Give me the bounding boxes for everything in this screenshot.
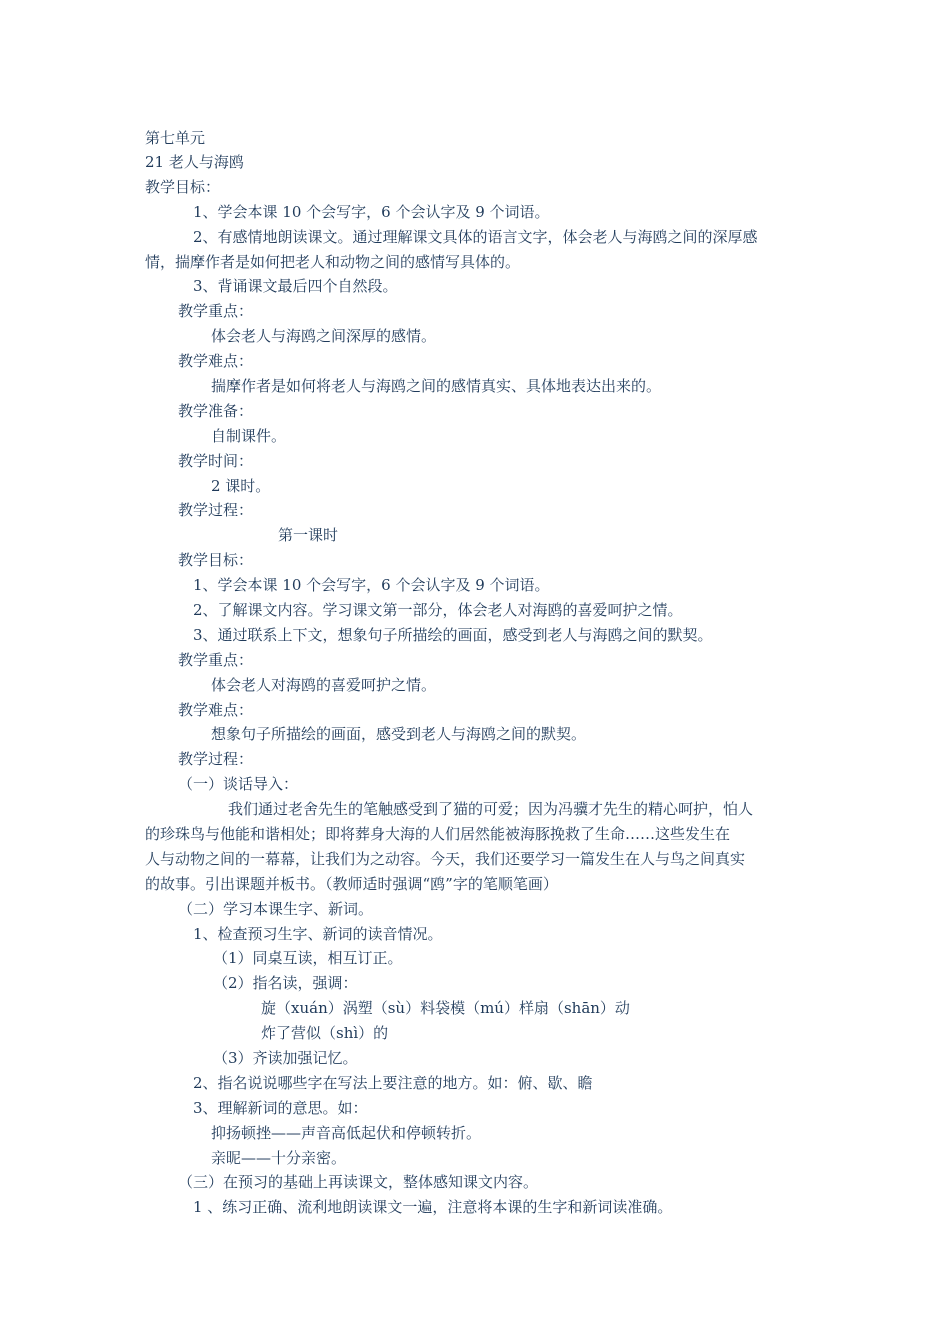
period-title: 第一课时 xyxy=(278,526,339,544)
pinyin-line-1: 旋（xuán）涡塑（sù）料袋模（mú）样扇（shān）动 xyxy=(261,999,630,1017)
intro-line-3: 人与动物之间的一幕幕，让我们为之动容。今天，我们还要学习一篇发生在人与鸟之间真实 xyxy=(145,850,746,868)
s2-item-3: 3、理解新词的意思。如： xyxy=(193,1099,368,1117)
difficulty-text: 揣摩作者是如何将老人与海鸥之间的感情真实、具体地表达出来的。 xyxy=(211,377,662,395)
goal-3: 3、背诵课文最后四个自然段。 xyxy=(193,277,398,295)
s2-sub-2: （2）指名读，强调： xyxy=(213,974,358,992)
p1-difficulty-text: 想象句子所描绘的画面，感受到老人与海鸥之间的默契。 xyxy=(211,725,587,743)
key-label: 教学重点： xyxy=(178,302,254,320)
intro-line-1: 我们通过老舍先生的笔触感受到了猫的可爱；因为冯骥才先生的精心呵护，怕人 xyxy=(228,800,754,818)
pinyin-line-2: 炸了营似（shì）的 xyxy=(261,1024,389,1042)
p1-key-label: 教学重点： xyxy=(178,651,254,669)
p1-goals-label: 教学目标： xyxy=(178,551,254,569)
step1-label: （一）谈话导入： xyxy=(178,775,299,793)
s2-sub-3: （3）齐读加强记忆。 xyxy=(213,1049,358,1067)
process-label: 教学过程： xyxy=(178,501,254,519)
word-2: 亲昵——十分亲密。 xyxy=(211,1149,347,1167)
p1-key-text: 体会老人对海鸥的喜爱呵护之情。 xyxy=(211,676,437,694)
step2-label: （二）学习本课生字、新词。 xyxy=(178,900,374,918)
s2-sub-1: （1）同桌互读，相互订正。 xyxy=(213,949,403,967)
lesson-title: 21 老人与海鸥 xyxy=(145,153,244,171)
difficulty-label: 教学难点： xyxy=(178,352,254,370)
time-text: 2 课时。 xyxy=(211,477,271,495)
goal-2-line1: 2、有感情地朗读课文。通过理解课文具体的语言文字，体会老人与海鸥之间的深厚感 xyxy=(193,228,758,246)
p1-goal-3: 3、通过联系上下文，想象句子所描绘的画面，感受到老人与海鸥之间的默契。 xyxy=(193,626,713,644)
intro-line-4: 的故事。引出课题并板书。（教师适时强调“鸥”字的笔顺笔画） xyxy=(145,875,558,893)
intro-line-2: 的珍珠鸟与他能和谐相处；即将葬身大海的人们居然能被海豚挽救了生命……这些发生在 xyxy=(145,825,731,843)
p1-goal-1: 1、学会本课 10 个会写字，6 个会认字及 9 个词语。 xyxy=(193,576,550,594)
p1-process-label: 教学过程： xyxy=(178,750,254,768)
unit-title: 第七单元 xyxy=(145,129,206,147)
p1-difficulty-label: 教学难点： xyxy=(178,701,254,719)
key-text: 体会老人与海鸥之间深厚的感情。 xyxy=(211,327,437,345)
goal-1: 1、学会本课 10 个会写字，6 个会认字及 9 个词语。 xyxy=(193,203,550,221)
p1-goal-2: 2、了解课文内容。学习课文第一部分，体会老人对海鸥的喜爱呵护之情。 xyxy=(193,601,683,619)
s2-item-1: 1、检查预习生字、新词的读音情况。 xyxy=(193,925,443,943)
prep-label: 教学准备： xyxy=(178,402,254,420)
goals-label: 教学目标： xyxy=(145,178,221,196)
word-1: 抑扬顿挫——声音高低起伏和停顿转折。 xyxy=(211,1124,482,1142)
prep-text: 自制课件。 xyxy=(211,427,287,445)
s3-item-1: 1 、练习正确、流利地朗读课文一遍，注意将本课的生字和新词读准确。 xyxy=(193,1198,673,1216)
s2-item-2: 2、指名说说哪些字在写法上要注意的地方。如：俯、歇、瞻 xyxy=(193,1074,593,1092)
step3-label: （三）在预习的基础上再读课文，整体感知课文内容。 xyxy=(178,1173,539,1191)
time-label: 教学时间： xyxy=(178,452,254,470)
goal-2-line2: 情，揣摩作者是如何把老人和动物之间的感情写具体的。 xyxy=(145,253,521,271)
